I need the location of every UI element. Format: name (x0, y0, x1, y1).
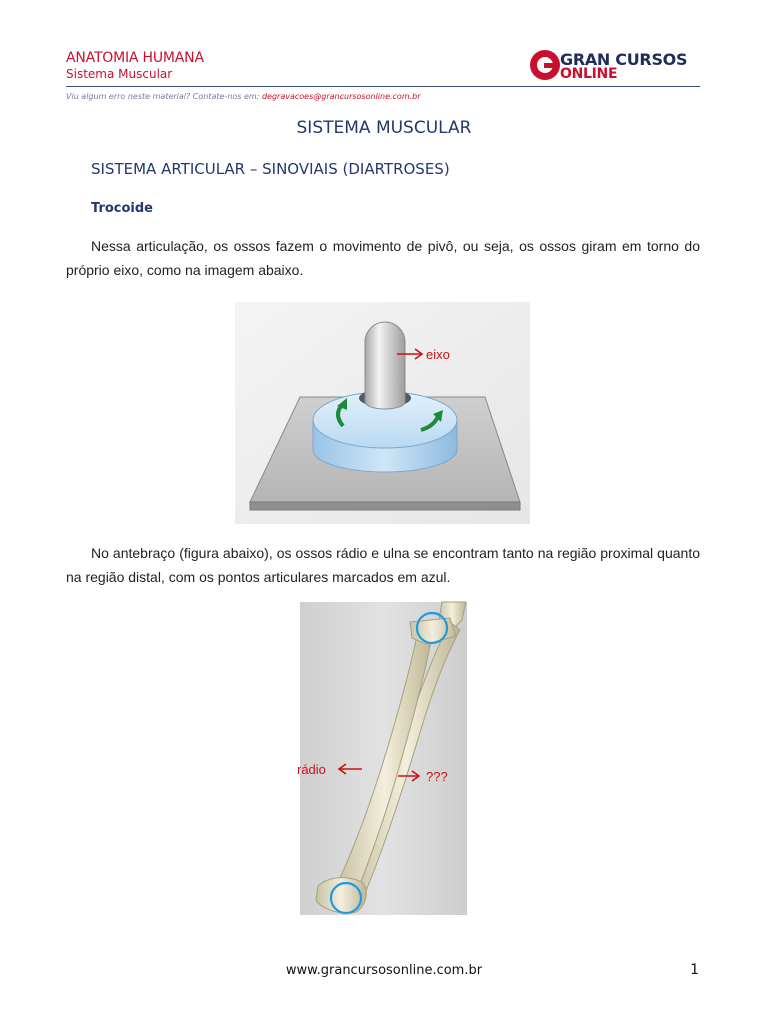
header-divider (66, 86, 700, 87)
page-number: 1 (690, 962, 699, 978)
contact-line (66, 92, 421, 101)
subsection-title: Trocoide (91, 201, 153, 216)
forearm-bones-figure (297, 602, 467, 915)
logo-text-line2: ONLINE (560, 66, 618, 82)
brand-logo (530, 50, 700, 84)
logo-text-line1: GRAN CURSOS (560, 50, 688, 69)
section-title: SISTEMA ARTICULAR – SINOVIAIS (DIARTROSES) (91, 160, 450, 178)
contact-prefix: Viu algum erro neste material? Contate-nos em: (66, 92, 262, 101)
subject-title: ANATOMIA HUMANA (66, 50, 204, 66)
footer-url-link[interactable]: www.grancursosonline.com.br (285, 963, 483, 978)
axis-label: eixo (426, 347, 450, 362)
radius-label: rádio (297, 762, 326, 777)
subject-topic: Sistema Muscular (66, 67, 173, 81)
pivot-joint-illustration (235, 302, 530, 524)
paragraph-forearm: No antebraço (figura abaixo), os ossos rádio e ulna se encontram tanto na região proximal quanto na região distal, com os pontos articulares marcados em azul. (66, 545, 700, 585)
paragraph-pivot: Nessa articulação, os ossos fazem o movimento de pivô, ou seja, os ossos giram em torno do próprio eixo, como na imagem abaixo. (66, 238, 700, 278)
contact-email-link[interactable]: degravacoes@grancursosonline.com.br (261, 92, 421, 101)
forearm-bones-illustration (297, 602, 467, 915)
pivot-joint-figure (235, 302, 530, 524)
unknown-bone-label: ??? (426, 769, 448, 784)
document-title: SISTEMA MUSCULAR (296, 118, 472, 138)
